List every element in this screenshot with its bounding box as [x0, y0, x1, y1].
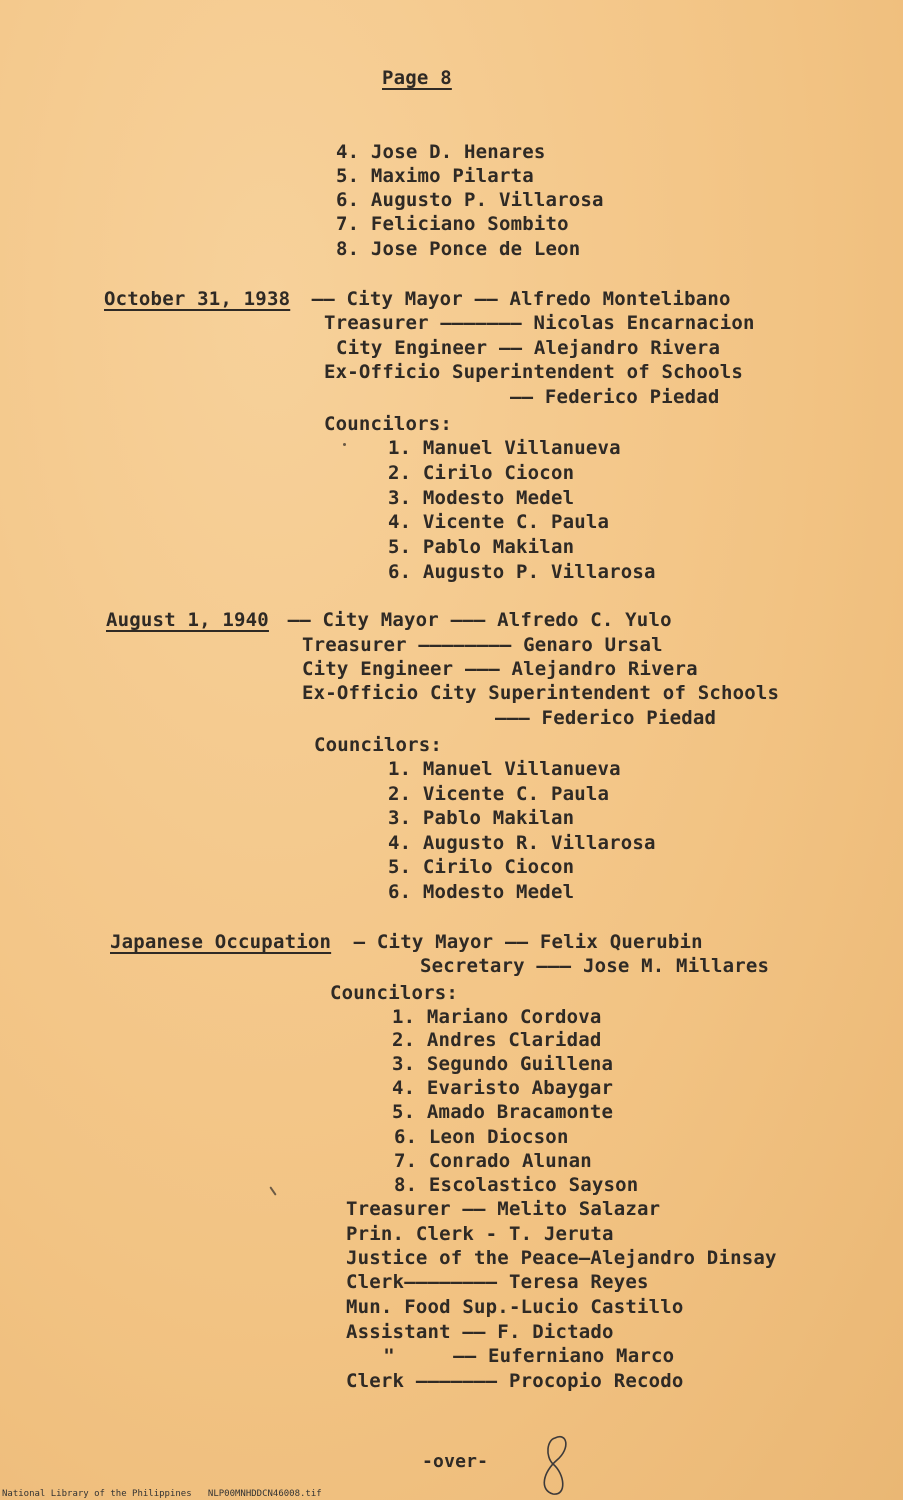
official-line: Clerk ——————— Procopio Recodo — [346, 1370, 684, 1392]
list-item: 6. Augusto P. Villarosa — [336, 189, 604, 211]
section-date: Japanese Occupation — [110, 931, 332, 953]
councilor-item: 2. Vicente C. Paula — [388, 783, 610, 805]
councilor-item: 5. Pablo Makilan — [388, 536, 575, 558]
councilors-label: Councilors: — [324, 413, 453, 435]
secretary-line: Secretary ——— Jose M. Millares — [420, 955, 770, 977]
councilor-item: 3. Segundo Guillena — [392, 1053, 614, 1075]
list-item: 7. Feliciano Sombito — [336, 213, 569, 235]
councilor-item: 4. Evaristo Abaygar — [392, 1077, 614, 1099]
mayor-line: — City Mayor —— Felix Querubin — [342, 931, 703, 953]
councilor-item: 1. Mariano Cordova — [392, 1006, 602, 1028]
official-line: Assistant —— F. Dictado — [346, 1321, 614, 1343]
councilor-item: 6. Leon Diocson — [394, 1126, 569, 1148]
list-item: 8. Jose Ponce de Leon — [336, 238, 581, 260]
superintendent-name: —— Federico Piedad — [510, 386, 720, 408]
councilor-item: 3. Modesto Medel — [388, 487, 575, 509]
list-item: 4. Jose D. Henares — [336, 141, 546, 163]
official-line: Prin. Clerk - T. Jeruta — [346, 1223, 614, 1245]
ink-speck — [343, 443, 346, 446]
councilor-item: 4. Augusto R. Villarosa — [388, 832, 656, 854]
superintendent-line: Ex-Officio Superintendent of Schools — [324, 361, 744, 383]
official-line: " —— Euferniano Marco — [360, 1345, 675, 1367]
councilor-item: 3. Pablo Makilan — [388, 807, 575, 829]
superintendent-line: Ex-Officio City Superintendent of Schools — [302, 682, 780, 704]
councilor-item: 6. Augusto P. Villarosa — [388, 561, 656, 583]
councilors-label: Councilors: — [314, 734, 443, 756]
councilors-label: Councilors: — [330, 982, 459, 1004]
section-date: August 1, 1940 — [106, 609, 269, 631]
councilor-item: 5. Cirilo Ciocon — [388, 856, 575, 878]
ink-speck — [269, 1186, 276, 1195]
engineer-line: City Engineer ——— Alejandro Rivera — [302, 658, 698, 680]
official-line: Justice of the Peace—Alejandro Dinsay — [346, 1247, 777, 1269]
councilor-item: 5. Amado Bracamonte — [392, 1101, 614, 1123]
official-line: Treasurer —— Melito Salazar — [346, 1198, 661, 1220]
councilor-item: 6. Modesto Medel — [388, 881, 575, 903]
over-note: -over- — [422, 1451, 489, 1472]
list-item: 5. Maximo Pilarta — [336, 165, 534, 187]
engineer-line: City Engineer —— Alejandro Rivera — [336, 337, 721, 359]
councilor-item: 1. Manuel Villanueva — [388, 758, 621, 780]
page-title: Page 8 — [382, 67, 452, 89]
treasurer-line: Treasurer ——————— Nicolas Encarnacion — [324, 312, 755, 334]
superintendent-name: ——— Federico Piedad — [495, 707, 717, 729]
councilor-item: 7. Conrado Alunan — [394, 1150, 592, 1172]
handwritten-page-number — [535, 1430, 575, 1500]
councilor-item: 8. Escolastico Sayson — [394, 1174, 639, 1196]
official-line: Clerk———————— Teresa Reyes — [346, 1271, 649, 1293]
councilor-item: 4. Vicente C. Paula — [388, 511, 610, 533]
archive-footer: National Library of the Philippines NLP00MNHDDCN46008.tif — [2, 1489, 322, 1499]
councilor-item: 1. Manuel Villanueva — [388, 437, 621, 459]
section-date: October 31, 1938 — [104, 288, 291, 310]
councilor-item: 2. Cirilo Ciocon — [388, 462, 575, 484]
mayor-line: —— City Mayor —— Alfredo Montelibano — [300, 288, 731, 310]
councilor-item: 2. Andres Claridad — [392, 1029, 602, 1051]
mayor-line: —— City Mayor ——— Alfredo C. Yulo — [276, 609, 672, 631]
treasurer-line: Treasurer ———————— Genaro Ursal — [302, 634, 663, 656]
official-line: Mun. Food Sup.-Lucio Castillo — [346, 1296, 684, 1318]
